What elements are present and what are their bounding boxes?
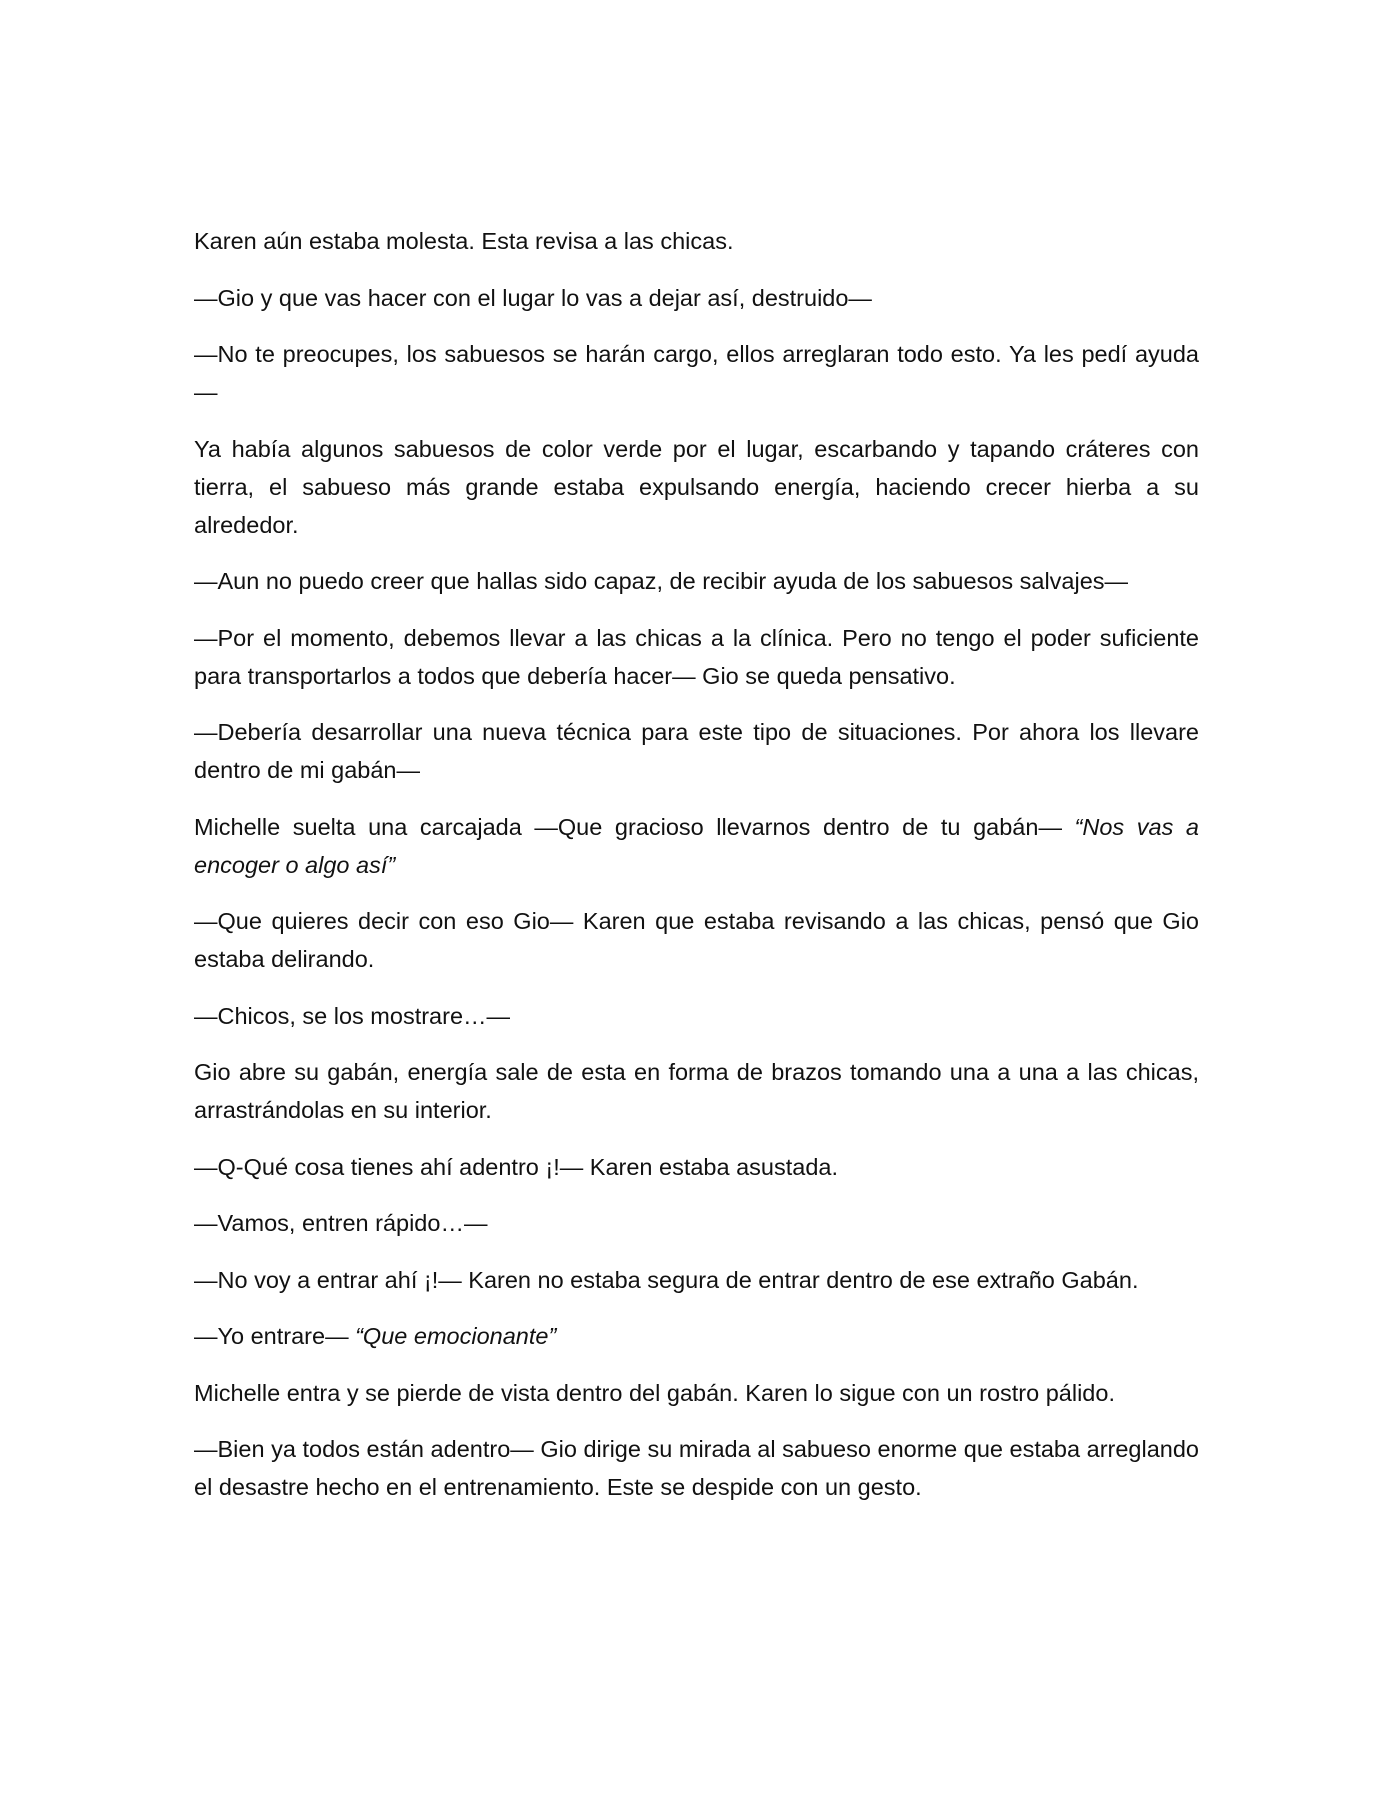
paragraph <box>194 562 1199 600</box>
paragraph <box>194 1261 1199 1299</box>
paragraph-text: —Por el momento, debemos llevar a las chicas a la clínica. Pero no tengo el poder suficiente para transportarlos a todos que debería hacer— Gio se queda pensativo. <box>194 624 1199 689</box>
paragraph <box>194 335 1199 411</box>
paragraph-text: —Aun no puedo creer que hallas sido capaz, de recibir ayuda de los sabuesos salvajes— <box>194 568 1129 594</box>
paragraph-text: —Vamos, entren rápido…— <box>194 1210 488 1236</box>
paragraph-text: —No te preocupes, los sabuesos se harán cargo, ellos arreglaran todo esto. Ya les pedí ayuda— <box>194 341 1199 405</box>
paragraph <box>194 1374 1199 1412</box>
italic-text: “Nos vas a encoger o algo así” <box>194 813 1199 878</box>
paragraph <box>194 619 1199 695</box>
paragraph-text: —Debería desarrollar una nueva técnica para este tipo de situaciones. Por ahora los llevare dentro de mi gabán— <box>194 719 1199 783</box>
paragraph <box>194 713 1199 789</box>
paragraph-text: Karen aún estaba molesta. Esta revisa a las chicas. <box>194 228 734 254</box>
paragraph <box>194 902 1199 978</box>
paragraph-text: —Bien ya todos están adentro— Gio dirige su mirada al sabueso enorme que estaba arreglando el desastre hecho en el entrenamiento. Este se despide con un gesto. <box>194 1436 1199 1500</box>
paragraph-text: —Gio y que vas hacer con el lugar lo vas a dejar así, destruido— <box>194 284 872 311</box>
paragraph <box>194 1204 1199 1242</box>
paragraph-text: Michelle entra y se pierde de vista dentro del gabán. Karen lo sigue con un rostro pálido. <box>194 1379 1115 1406</box>
paragraph <box>194 279 1199 317</box>
paragraph-text: Michelle suelta una carcajada —Que gracioso llevarnos dentro de tu gabán— <box>194 813 1075 840</box>
paragraph <box>194 808 1199 884</box>
paragraph <box>194 997 1199 1035</box>
paragraph <box>194 1148 1199 1186</box>
paragraph <box>194 430 1199 544</box>
paragraph-text: —Que quieres decir con eso Gio— Karen que estaba revisando a las chicas, pensó que Gio estaba delirando. <box>194 908 1199 972</box>
paragraph-text: Gio abre su gabán, energía sale de esta en forma de brazos tomando una a una a las chicas, arrastrándolas en su interior. <box>194 1059 1199 1123</box>
paragraph <box>194 1317 1199 1355</box>
paragraph-text: —Q-Qué cosa tienes ahí adentro ¡!— Karen estaba asustada. <box>194 1153 839 1180</box>
paragraph <box>194 222 1199 260</box>
paragraph-text: Ya había algunos sabuesos de color verde por el lugar, escarbando y tapando cráteres con tierra, el sabueso más grande estaba expulsando energía, haciendo crecer hierba a su alrededor. <box>194 435 1199 538</box>
paragraph <box>194 1053 1199 1129</box>
body-text <box>194 222 1199 1525</box>
paragraph <box>194 1430 1199 1506</box>
paragraph-text: —Yo entrare— <box>194 1323 356 1349</box>
paragraph-text: —Chicos, se los mostrare…— <box>194 1002 511 1029</box>
paragraph-text: —No voy a entrar ahí ¡!— Karen no estaba segura de entrar dentro de ese extraño Gabán. <box>194 1266 1139 1293</box>
italic-text: “Que emocionante” <box>355 1323 557 1349</box>
